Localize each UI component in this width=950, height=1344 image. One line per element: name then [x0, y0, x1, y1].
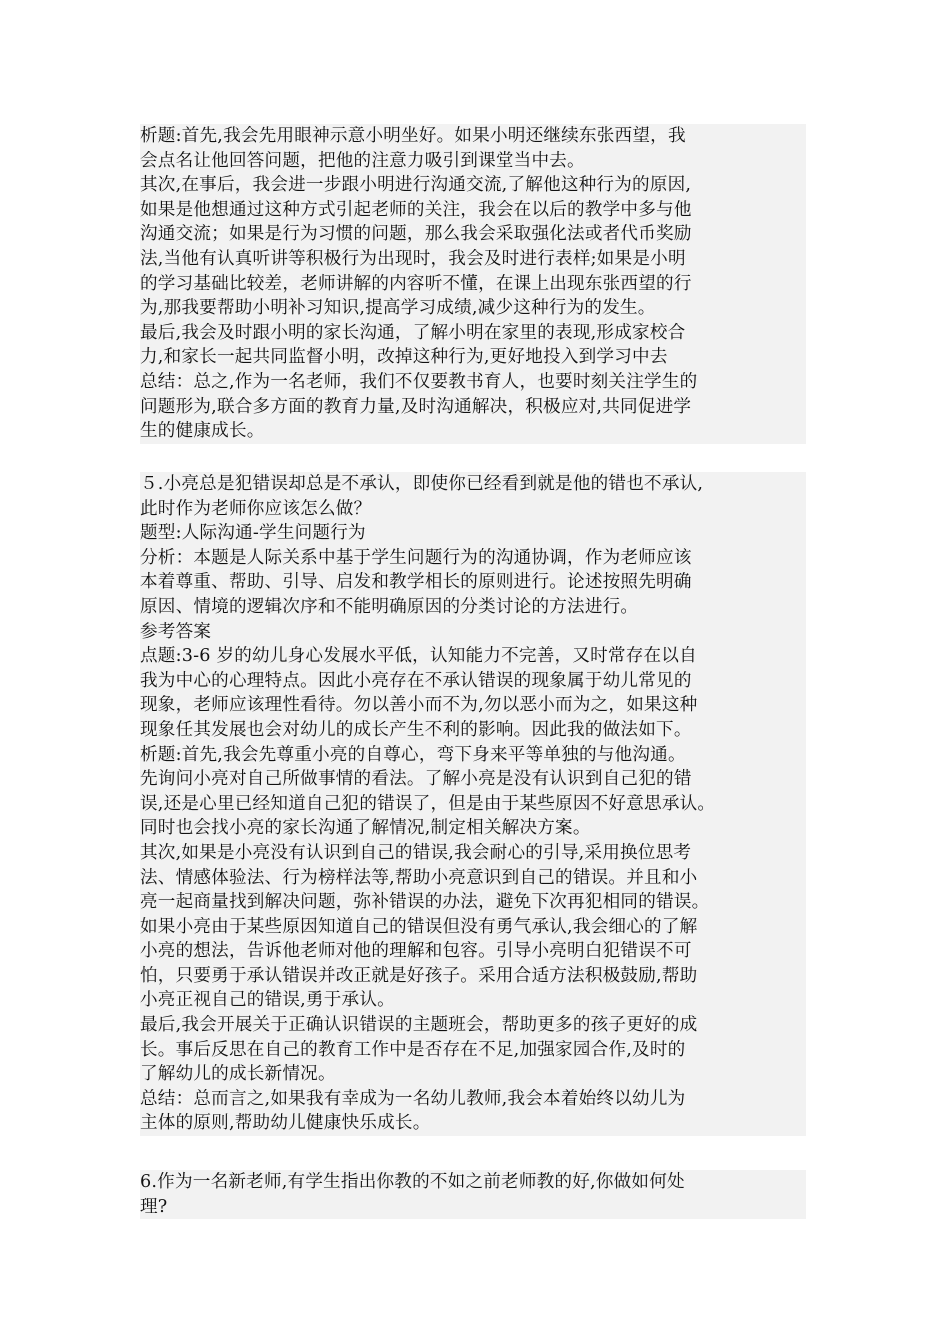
- text-line: 生的健康成长。: [140, 421, 265, 442]
- text-line: 本着尊重、帮助、引导、启发和教学相长的原则进行。论述按照先明确: [140, 572, 692, 593]
- text-line: 分析：本题是人际关系中基于学生问题行为的沟通协调，作为老师应该: [140, 547, 692, 568]
- text-line: 法,当他有认真听讲等积极行为出现时，我会及时进行表样;如果是小明: [140, 248, 686, 269]
- text-line: 参考答案: [140, 621, 212, 642]
- text-line: 6.作为一名新老师,有学生指出你教的不如之前老师教的好,你做如何处: [140, 1172, 685, 1192]
- text-line: 我为中心的心理特点。因此小亮存在不承认错误的现象属于幼儿常见的: [140, 670, 692, 691]
- text-line: 其次,在事后，我会进一步跟小明进行沟通交流,了解他这种行为的原因,: [140, 175, 692, 196]
- text-line: 的学习基础比较差，老师讲解的内容听不懂，在课上出现东张西望的行: [140, 273, 692, 294]
- question-block-6: [140, 1170, 806, 1219]
- text-line: 如果小亮由于某些原因知道自己的错误但没有勇气承认,我会细心的了解: [140, 916, 698, 937]
- text-line: 怕，只要勇于承认错误并改正就是好孩子。采用合适方法积极鼓励,帮助: [140, 965, 698, 986]
- text-line: 析题:首先,我会先尊重小亮的自尊心，弯下身来平等单独的与他沟通。: [140, 744, 686, 765]
- text-line: ５.小亮总是犯错误却总是不承认，即使你已经看到就是他的错也不承认,: [140, 474, 704, 494]
- text-line: 同时也会找小亮的家长沟通了解情况,制定相关解决方案。: [140, 818, 591, 839]
- text-line: 力,和家长一起共同监督小明，改掉这种行为,更好地投入到学习中去: [140, 347, 668, 368]
- text-line: 误,还是心里已经知道自己犯的错误了，但是由于某些原因不好意思承认。: [140, 793, 716, 814]
- text-line: 析题:首先,我会先用眼神示意小明坐好。如果小明还继续东张西望，我: [140, 126, 686, 146]
- text-line: 沟通交流；如果是行为习惯的问题，那么我会采取强化法或者代币奖励: [140, 224, 692, 245]
- text-line: 题型:人际沟通-学生问题行为: [140, 523, 366, 544]
- text-line: 亮一起商量找到解决问题，弥补错误的办法，避免下次再犯相同的错误。: [140, 892, 710, 913]
- text-line: 原因、情境的逻辑次序和不能明确原因的分类讨论的方法进行。: [140, 596, 639, 617]
- question-block-5: [140, 472, 806, 1136]
- text-line: 为,那我要帮助小明补习知识,提高学习成绩,减少这种行为的发生。: [140, 298, 656, 319]
- text-line: 问题形为,联合多方面的教育力量,及时沟通解决，积极应对,共同促进学: [140, 396, 692, 417]
- text-line: 总结：总而言之,如果我有幸成为一名幼儿教师,我会本着始终以幼儿为: [140, 1088, 686, 1109]
- text-line: 如果是他想通过这种方式引起老师的关注，我会在以后的教学中多与他: [140, 199, 692, 220]
- text-line: 长。事后反思在自己的教育工作中是否存在不足,加强家园合作,及时的: [140, 1039, 686, 1060]
- text-line: 先询问小亮对自己所做事情的看法。了解小亮是没有认识到自己犯的错: [140, 769, 692, 790]
- text-line: 小亮的想法，告诉他老师对他的理解和包容。引导小亮明白犯错误不可: [140, 941, 692, 962]
- text-line: 最后,我会及时跟小明的家长沟通，了解小明在家里的表现,形成家校合: [140, 322, 686, 343]
- text-line: 现象任其发展也会对幼儿的成长产生不利的影响。因此我的做法如下。: [140, 719, 692, 740]
- text-line: 了解幼儿的成长新情况。: [140, 1064, 336, 1085]
- text-line: 会点名让他回答问题，把他的注意力吸引到课堂当中去。: [140, 150, 585, 171]
- text-line: 其次,如果是小亮没有认识到自己的错误,我会耐心的引导,采用换位思考: [140, 842, 692, 863]
- text-line: 主体的原则,帮助幼儿健康快乐成长。: [140, 1113, 431, 1134]
- text-line: 此时作为老师你应该怎么做？: [140, 498, 372, 519]
- text-line: 总结：总之,作为一名老师，我们不仅要教书育人，也要时刻关注学生的: [140, 371, 698, 392]
- text-line: 最后,我会开展关于正确认识错误的主题班会，帮助更多的孩子更好的成: [140, 1015, 698, 1036]
- text-line: 法、情感体验法、行为榜样法等,帮助小亮意识到自己的错误。并且和小: [140, 867, 698, 888]
- answer-block-4: [140, 124, 806, 444]
- text-line: 小亮正视自己的错误,勇于承认。: [140, 990, 395, 1011]
- text-line: 点题:3-6 岁的幼儿身心发展水平低，认知能力不完善，又时常存在以自: [140, 646, 697, 667]
- text-line: 理?: [140, 1196, 168, 1217]
- text-line: 现象，老师应该理性看待。勿以善小而不为,勿以恶小而为之，如果这种: [140, 695, 698, 716]
